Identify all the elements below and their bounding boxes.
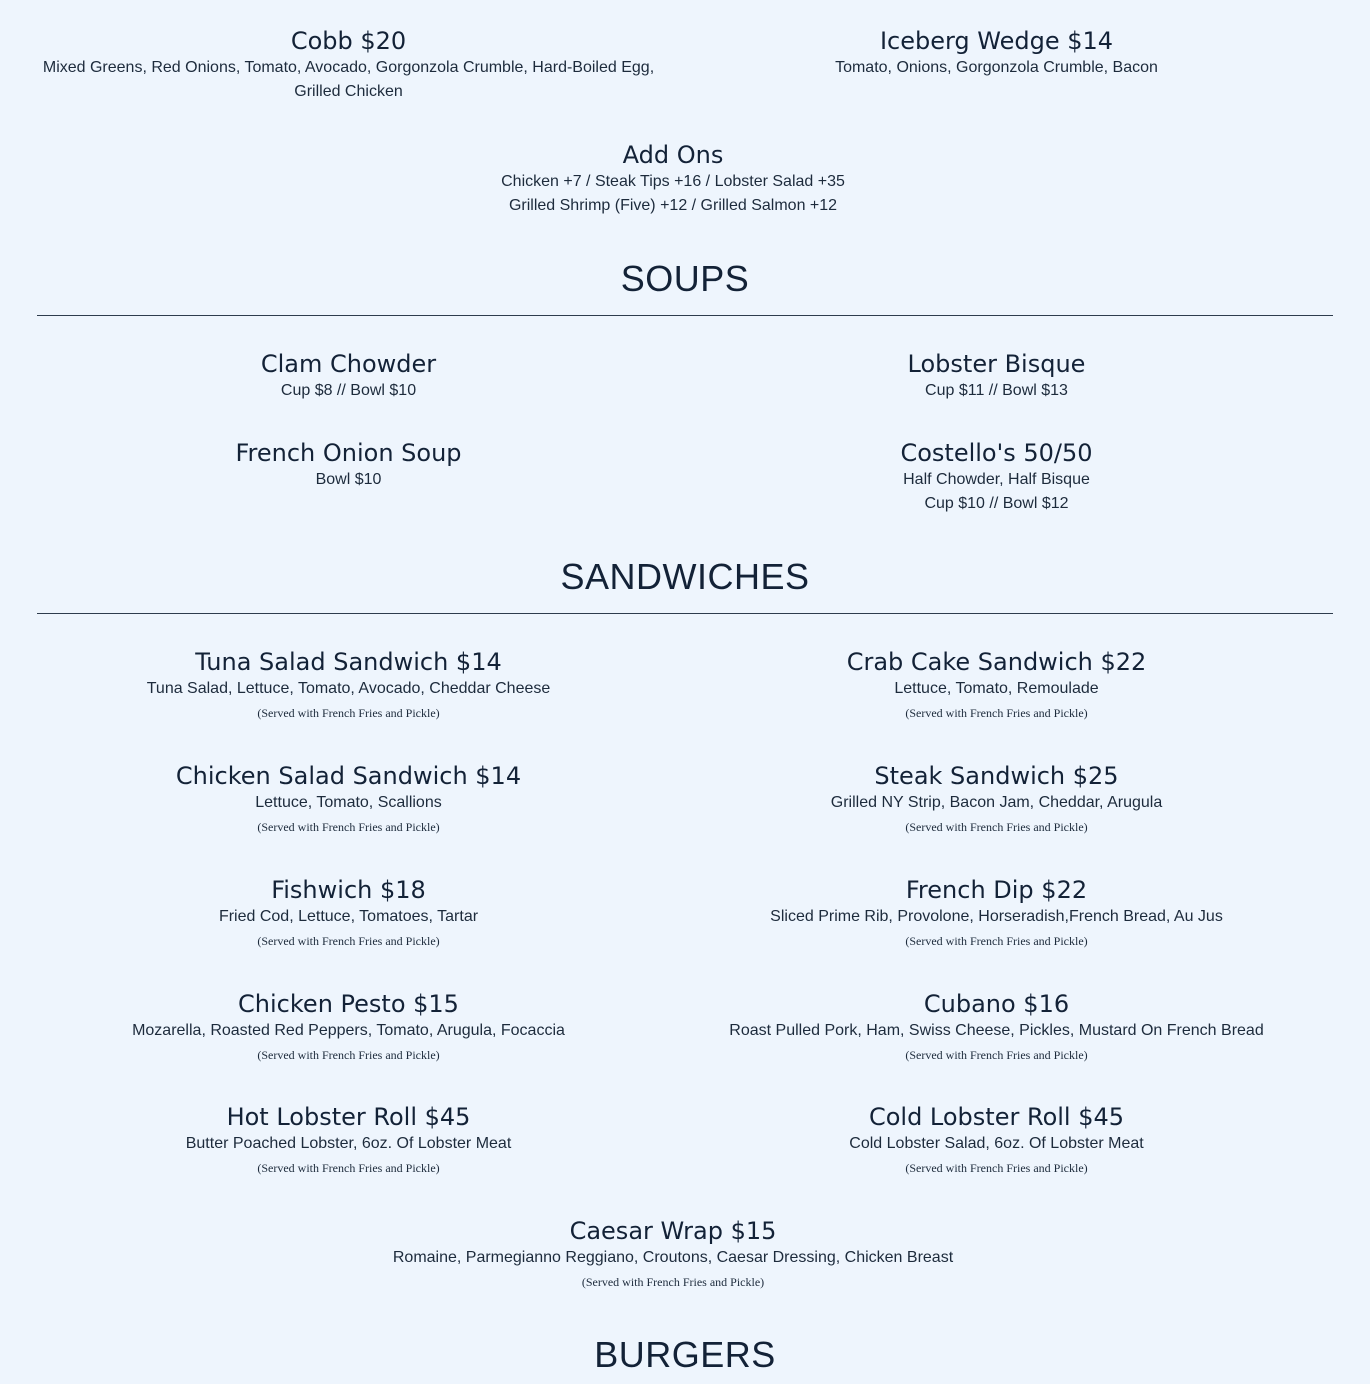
- menu-item-tuna-salad-sandwich: [37, 647, 660, 725]
- item-description: Cup $10 // Bowl $12: [924, 495, 1069, 512]
- item-name: Clam Chowder: [260, 350, 437, 378]
- item-note: (Served with French Fries and Pickle): [257, 1048, 440, 1062]
- item-description: Chicken +7 / Steak Tips +16 / Lobster Salad +35: [501, 173, 845, 190]
- item-description: Tuna Salad, Lettuce, Tomato, Avocado, Cheddar Cheese: [146, 680, 551, 697]
- item-note: (Served with French Fries and Pickle): [905, 934, 1088, 948]
- item-note: (Served with French Fries and Pickle): [905, 820, 1088, 834]
- menu-item-hot-lobster-roll: [37, 1102, 660, 1180]
- section-divider: [37, 315, 1333, 316]
- item-note: (Served with French Fries and Pickle): [905, 706, 1088, 720]
- menu-item-cold-lobster-roll: [685, 1102, 1308, 1180]
- item-note: (Served with French Fries and Pickle): [257, 1161, 440, 1175]
- item-name: Hot Lobster Roll $45: [226, 1103, 471, 1131]
- menu-item-add-ons: [0, 140, 1346, 218]
- menu-item-french-onion-soup: [37, 438, 660, 492]
- menu-item-crab-cake-sandwich: [685, 647, 1308, 725]
- menu-item-costellos-50-50: [685, 438, 1308, 516]
- menu-item-lobster-bisque: [685, 349, 1308, 403]
- item-description: Bowl $10: [315, 471, 382, 488]
- menu-item-steak-sandwich: [685, 761, 1308, 839]
- item-note: (Served with French Fries and Pickle): [905, 1161, 1088, 1175]
- item-name: Lobster Bisque: [907, 350, 1086, 378]
- item-description: Tomato, Onions, Gorgonzola Crumble, Bacon: [835, 59, 1158, 76]
- section-title-burgers: BURGERS: [594, 1334, 776, 1375]
- item-description: Half Chowder, Half Bisque: [903, 471, 1090, 488]
- item-description: Romaine, Parmegianno Reggiano, Croutons, Caesar Dressing, Chicken Breast: [392, 1249, 954, 1266]
- item-name: Iceberg Wedge $14: [879, 27, 1114, 55]
- menu-item-cobb: [37, 26, 660, 104]
- section-divider: [37, 613, 1333, 614]
- item-description: Grilled NY Strip, Bacon Jam, Cheddar, Arugula: [830, 794, 1163, 811]
- item-description: Mozarella, Roasted Red Peppers, Tomato, Arugula, Focaccia: [132, 1022, 565, 1039]
- menu-item-clam-chowder: [37, 349, 660, 403]
- item-name: Costello's 50/50: [900, 439, 1093, 467]
- item-name: Caesar Wrap $15: [569, 1217, 777, 1245]
- item-name: French Onion Soup: [235, 439, 462, 467]
- section-title-sandwiches: SANDWICHES: [560, 556, 810, 597]
- item-note: (Served with French Fries and Pickle): [257, 934, 440, 948]
- item-description: Roast Pulled Pork, Ham, Swiss Cheese, Pickles, Mustard On French Bread: [729, 1022, 1264, 1039]
- item-description: Cup $11 // Bowl $13: [925, 382, 1068, 399]
- item-note: (Served with French Fries and Pickle): [581, 1275, 765, 1289]
- item-description: Butter Poached Lobster, 6oz. Of Lobster Meat: [185, 1135, 512, 1152]
- menu-item-chicken-salad-sandwich: [37, 761, 660, 839]
- item-name: Cobb $20: [290, 27, 407, 55]
- item-description: Sliced Prime Rib, Provolone, Horseradish,French Bread, Au Jus: [770, 908, 1223, 925]
- item-note: (Served with French Fries and Pickle): [905, 1048, 1088, 1062]
- menu-item-french-dip: [685, 875, 1308, 953]
- item-description: Lettuce, Tomato, Remoulade: [894, 680, 1099, 697]
- item-name: Fishwich $18: [271, 876, 426, 904]
- item-name: Crab Cake Sandwich $22: [846, 648, 1147, 676]
- item-description: Fried Cod, Lettuce, Tomatoes, Tartar: [218, 908, 479, 925]
- item-description: Grilled Chicken: [294, 83, 403, 100]
- section-title-soups: SOUPS: [620, 258, 750, 299]
- item-note: (Served with French Fries and Pickle): [257, 820, 440, 834]
- menu-item-caesar-wrap: [0, 1216, 1346, 1294]
- item-name: Cold Lobster Roll $45: [868, 1103, 1125, 1131]
- menu-item-iceberg-wedge: [685, 26, 1308, 80]
- item-name: Steak Sandwich $25: [874, 762, 1119, 790]
- item-name: Chicken Pesto $15: [238, 990, 459, 1018]
- item-note: (Served with French Fries and Pickle): [257, 706, 440, 720]
- item-name: Add Ons: [622, 141, 724, 169]
- menu-item-fishwich: [37, 875, 660, 953]
- item-name: Cubano $16: [923, 990, 1070, 1018]
- menu-item-chicken-pesto: [37, 989, 660, 1067]
- item-description: Lettuce, Tomato, Scallions: [255, 794, 442, 811]
- item-name: Tuna Salad Sandwich $14: [195, 648, 502, 676]
- item-description: Grilled Shrimp (Five) +12 / Grilled Salmon +12: [508, 197, 838, 214]
- item-description: Cup $8 // Bowl $10: [280, 382, 417, 399]
- item-description: Cold Lobster Salad, 6oz. Of Lobster Meat: [849, 1135, 1144, 1152]
- item-name: Chicken Salad Sandwich $14: [175, 762, 522, 790]
- item-name: French Dip $22: [905, 876, 1088, 904]
- item-description: Mixed Greens, Red Onions, Tomato, Avocado, Gorgonzola Crumble, Hard-Boiled Egg,: [42, 59, 655, 76]
- menu-item-cubano: [685, 989, 1308, 1067]
